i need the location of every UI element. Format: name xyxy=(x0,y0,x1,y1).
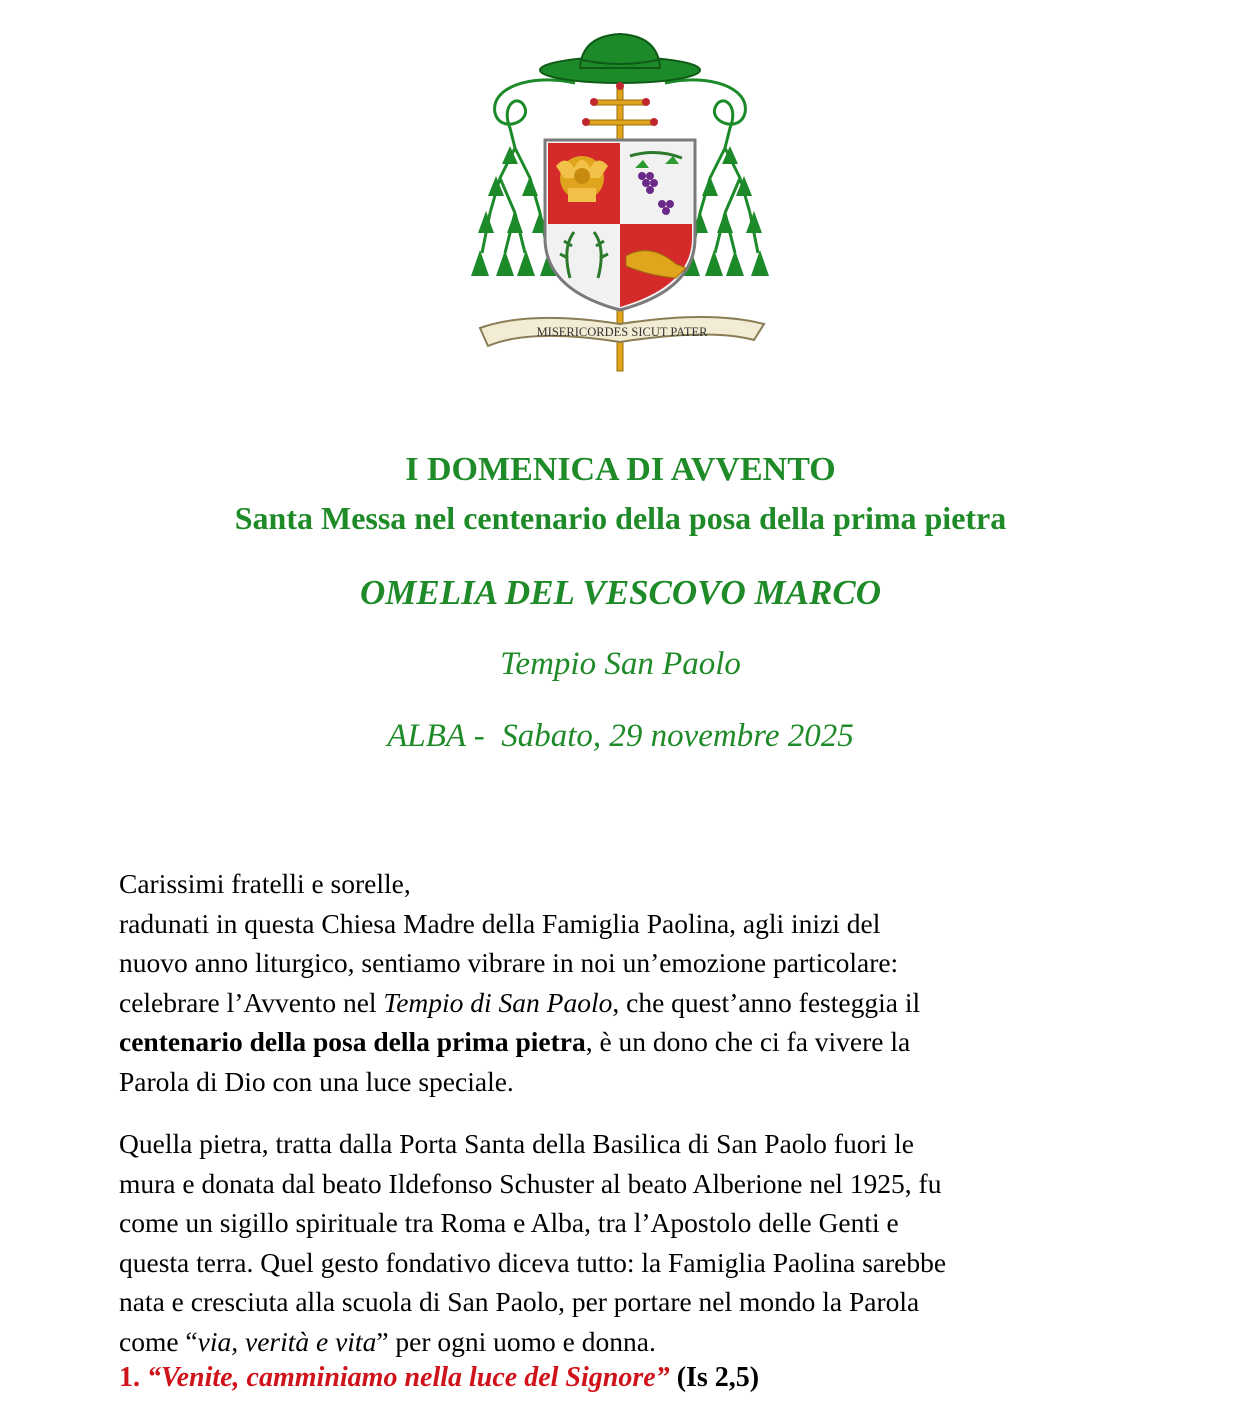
page-title: I DOMENICA DI AVVENTO xyxy=(405,451,836,488)
text-line xyxy=(119,983,1129,1023)
text-line: questa terra. Quel gesto fondativo diceva tutto: la Famiglia Paolina sarebbe xyxy=(119,1246,947,1278)
venue: Tempio San Paolo xyxy=(500,646,741,682)
text-line: nuovo anno liturgico, sentiamo vibrare in noi un’emozione particolare: xyxy=(119,947,899,978)
text-line xyxy=(119,1322,1129,1362)
motto-text: MISERICORDES SICUT PATER xyxy=(536,325,708,339)
date-line: ALBA - Sabato, 29 novembre 2025 xyxy=(387,718,854,754)
text-line: radunati in questa Chiesa Madre della Famiglia Paolina, agli inizi del xyxy=(119,907,881,939)
greeting: Carissimi fratelli e sorelle, xyxy=(119,868,411,899)
text-line: Parola di Dio con una luce speciale. xyxy=(119,1065,514,1097)
text-line: nata e cresciuta alla scuola di San Paolo, per portare nel mondo la Parola xyxy=(119,1286,920,1317)
text-line: come un sigillo spirituale tra Roma e Alba, tra l’Apostolo delle Genti e xyxy=(119,1207,899,1238)
section-number: 1. xyxy=(119,1362,147,1393)
section-quote: “Venite, camminiamo nella luce del Signore” xyxy=(147,1362,670,1393)
coat-of-arms xyxy=(470,28,770,378)
galero-hat-icon xyxy=(540,34,700,83)
shield xyxy=(545,140,695,310)
bold-run: centenario della posa della prima pietra xyxy=(119,1026,586,1057)
text-run: , è un dono che ci fa vivere la xyxy=(585,1026,911,1057)
italic-run: Tempio di San Paolo xyxy=(383,986,613,1018)
section-reference: (Is 2,5) xyxy=(669,1362,760,1393)
section-heading-1 xyxy=(119,1360,759,1396)
text-run: ” per ogni uomo e donna. xyxy=(376,1325,656,1357)
text-line: mura e donata dal beato Ildefonso Schuster al beato Alberione nel 1925, fu xyxy=(119,1167,942,1199)
text-run: come “ xyxy=(119,1325,198,1357)
italic-run: via, verità e vita xyxy=(197,1325,377,1357)
paragraph-1 xyxy=(119,864,1129,1101)
homily-heading: OMELIA DEL VESCOVO MARCO xyxy=(360,573,881,612)
paragraph-2 xyxy=(119,1124,1129,1361)
text-line xyxy=(119,1022,1129,1062)
text-run: , che quest’anno festeggia il xyxy=(612,986,921,1018)
text-run: celebrare l’Avvento nel xyxy=(119,986,384,1018)
text-line: Quella pietra, tratta dalla Porta Santa della Basilica di San Paolo fuori le xyxy=(119,1128,914,1159)
page-subtitle: Santa Messa nel centenario della posa della prima pietra xyxy=(234,500,1007,536)
